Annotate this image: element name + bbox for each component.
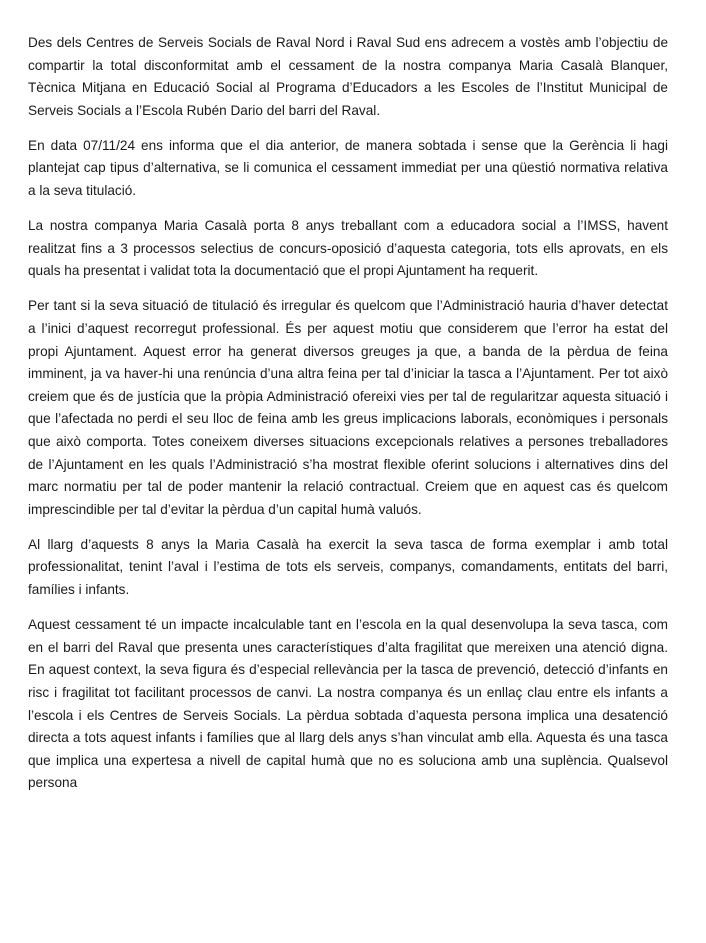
paragraph-career: La nostra companya Maria Casalà porta 8 anys treballant com a educadora social a l’IMSS, havent realitzat fins a 3 processos selectius de concurs-oposició d’aquesta categoria, tots ells aprovats, en els quals ha presentat i validat tota la documentació que el propi Ajuntament ha requerit.	[28, 218, 668, 279]
paragraph-professionalism: Al llarg d’aquests 8 anys la Maria Casalà ha exercit la seva tasca de forma exemplar i amb total professionalitat, tenint l’aval i l’estima de tots els serveis, companys, comandaments, entitats del barri, famílies i infants.	[28, 536, 668, 598]
paragraph-administration-error: Per tant si la seva situació de titulació és irregular és quelcom que l’Administració hauria d’haver detectat a l’inici d’aquest recorregut professional. És per aquest motiu que considerem que l’error ha estat del propi Ajuntament. Aquest error ha generat diversos greuges ja que, a banda de la pèrdua de feina imminent, ja va haver-hi una renúncia d’una altra feina per tal d’iniciar la tasca a l’Ajuntament. Per tot això creiem que és de justícia que la pròpia Administració ofereixi vies per tal de regularitzar aquesta situació i que l’afectada no perdi el seu lloc de feina amb les greus implicacions laborals, econòmiques i personals que això comporta. Totes coneixem diverses situacions excepcionals relatives a persones treballadores de l’Ajuntament en les quals l’Administració s’ha mostrat flexible oferint solucions i alternatives dins del marc normatiu per tal de poder mantenir la relació contractual. Creiem que en aquest cas és quelcom imprescindible per tal d’evitar la pèrdua d’un capital humà valuós.	[28, 298, 668, 517]
paragraph-intro: Des dels Centres de Serveis Socials de Raval Nord i Raval Sud ens adrecem a vostès amb l’objectiu de compartir la total disconformitat amb el cessament de la nostra companya Maria Casalà Blanquer, Tècnica Mitjana en Educació Social al Programa d’Educadors a les Escoles de l’Institut Municipal de Serveis Socials a l’Escola Rubén Dario del barri del Raval.	[28, 35, 668, 118]
paragraph-date-notice: En data 07/11/24 ens informa que el dia anterior, de manera sobtada i sense que la Gerència li hagi plantejat cap tipus d’alternativa, se li comunica el cessament immediat per una qüestió normativa relativa a la seva titulació.	[28, 137, 668, 199]
paragraph-impact: Aquest cessament té un impacte incalculable tant en l’escola en la qual desenvolupa la seva tasca, com en el barri del Raval que presenta unes característiques d’alta fragilitat que mereixen una atenció digna. En aquest context, la seva figura és d’especial rellevància per la tasca de prevenció, detecció d’infants en risc i fragilitat tot facilitant processos de canvi. La nostra companya és un enllaç clau entre els infants a l’escola i els Centres de Serveis Socials. La pèrdua sobtada d’aquesta persona implica una desatenció directa a tots aquest infants i famílies que al llarg dels anys s’han vinculat amb ella. Aquesta és una tasca que implica una expertesa a nivell de capital humà que no es soluciona amb una suplència. Qualsevol persona	[28, 617, 668, 791]
letter-body	[28, 32, 668, 807]
